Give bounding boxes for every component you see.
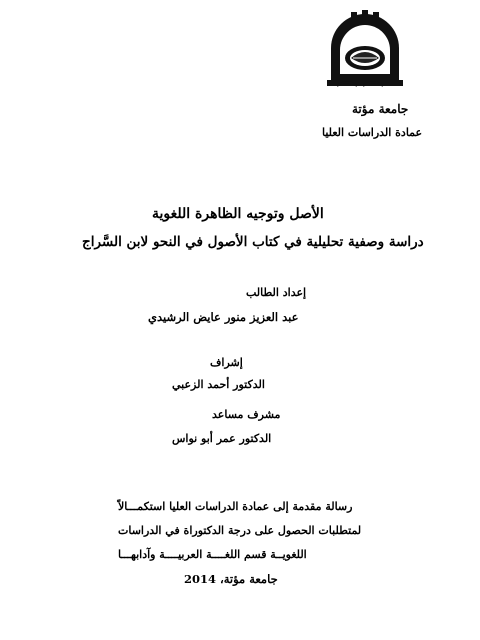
submission-line-1: رسالة مقدمة إلى عمادة الدراسات العليا استكمـــالاً [118, 500, 353, 513]
submission-line-2: لمتطلبات الحصول على درجة الدكتوراة في الدراسات [118, 524, 362, 537]
co-supervisor-name: الدكتور عمر أبو نواس [172, 432, 272, 445]
thesis-subtitle: دراسة وصفية تحليلية في كتاب الأصول في النحو لابن السَّراج [82, 234, 424, 250]
student-name: عبد العزيز منور عايض الرشيدي [148, 310, 299, 324]
prepared-by-label: إعداد الطالب [246, 286, 307, 299]
university-name: جامعة مؤتة [352, 102, 409, 116]
thesis-title: الأصل وتوجيه الظاهرة اللغوية [152, 206, 324, 222]
submission-line-3: اللغويــة قسم اللغــــة العربيــــة وآدابهـــا [118, 548, 307, 561]
co-supervision-label: مشرف مساعد [212, 408, 281, 421]
deanship-name: عمادة الدراسات العليا [322, 126, 423, 139]
submission-footer: جامعة مؤتة، 2014 [184, 572, 278, 586]
supervisor-name: الدكتور أحمد الزعبي [172, 378, 265, 391]
university-logo [323, 10, 407, 90]
supervision-label: إشراف [210, 356, 243, 369]
